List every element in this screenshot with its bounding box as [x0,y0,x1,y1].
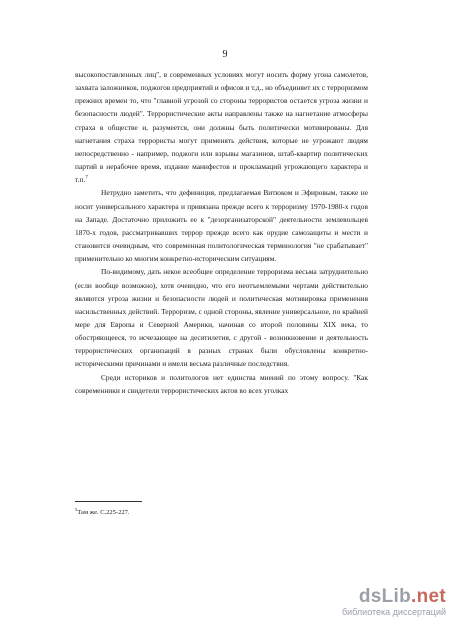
paragraph-text: высокопоставленных лиц", в современных условиях могут носить форму угона самолетов, захвата заложников, поджогов предприятий и офисов и т.д., но объединяет их с терроризмом прежних времен то, что "главной угрозой со стороны террористов остается угроза жизни и безопасности людей". Террористические акты направлены также на нагнетание атмосферы страха в обществе и, разумеется, они должны быть политически мотивированы. Для нагнетания страха террористы могут применять действия, которые не угрожают людям непосредственно - например, поджоги или взрывы магазинов, штаб-квартир политических партий в нерабочее время, издание манифестов и прокламаций угрожающего характера и т.п. [75,70,368,185]
body-text [75,68,368,397]
page-number: 9 [222,49,228,60]
footnote-divider [75,501,142,502]
footnote-text: Там же. С.225-227. [77,509,130,517]
footnote-reference: 7 [85,175,88,181]
watermark-logo [336,587,446,607]
paragraph: По-видимому, дать некое всеобщее определение терроризма весьма затруднительно (если вообще возможно), хотя очевидно, что его неотъемлемыми чертами действительно являются угроза жизни и безопасности людей и политическая мотивировка применения насильственных действий. Терроризм, с одной стороны, явление универсальное, по крайней мере для Европы и Северной Америки, начиная со второй половины XIX века, то обостряющееся, то исчезающее на десятилетия, с другой - возникновение и деятельность террористических организаций в разных странах были обусловлены конкретно-историческими причинами и имели весьма различные последствия. [75,267,368,369]
paragraph [75,68,368,186]
paragraph: Нетрудно заметить, что дефиниция, предлагаемая Витюком и Эфировым, также не носит универсального характера и привязана прежде всего к терроризму 1970-1980-х годов на Западе. Достаточно приложить ее к "дезорганизаторской" деятельности землевольцев 1870-х годов, рассматривавших террор прежде всего как орудие самозащиты и мести и становится очевидным, что современная политологическая терминология "не срабатывает" применительно ко многим конкретно-историческим ситуациям. [75,188,368,264]
watermark-subtitle: библиотека диссертаций [341,607,446,617]
watermark [336,587,446,618]
paragraph: Среди историков и политологов нет единства мнений по этому вопросу. "Как современники и свидетели террористических актов во всех уголках [75,372,368,395]
footnote-number: 5 [75,507,78,512]
footnote [75,505,368,517]
watermark-logo-main: dsLib [358,586,412,607]
watermark-logo-accent: .net [411,586,446,607]
